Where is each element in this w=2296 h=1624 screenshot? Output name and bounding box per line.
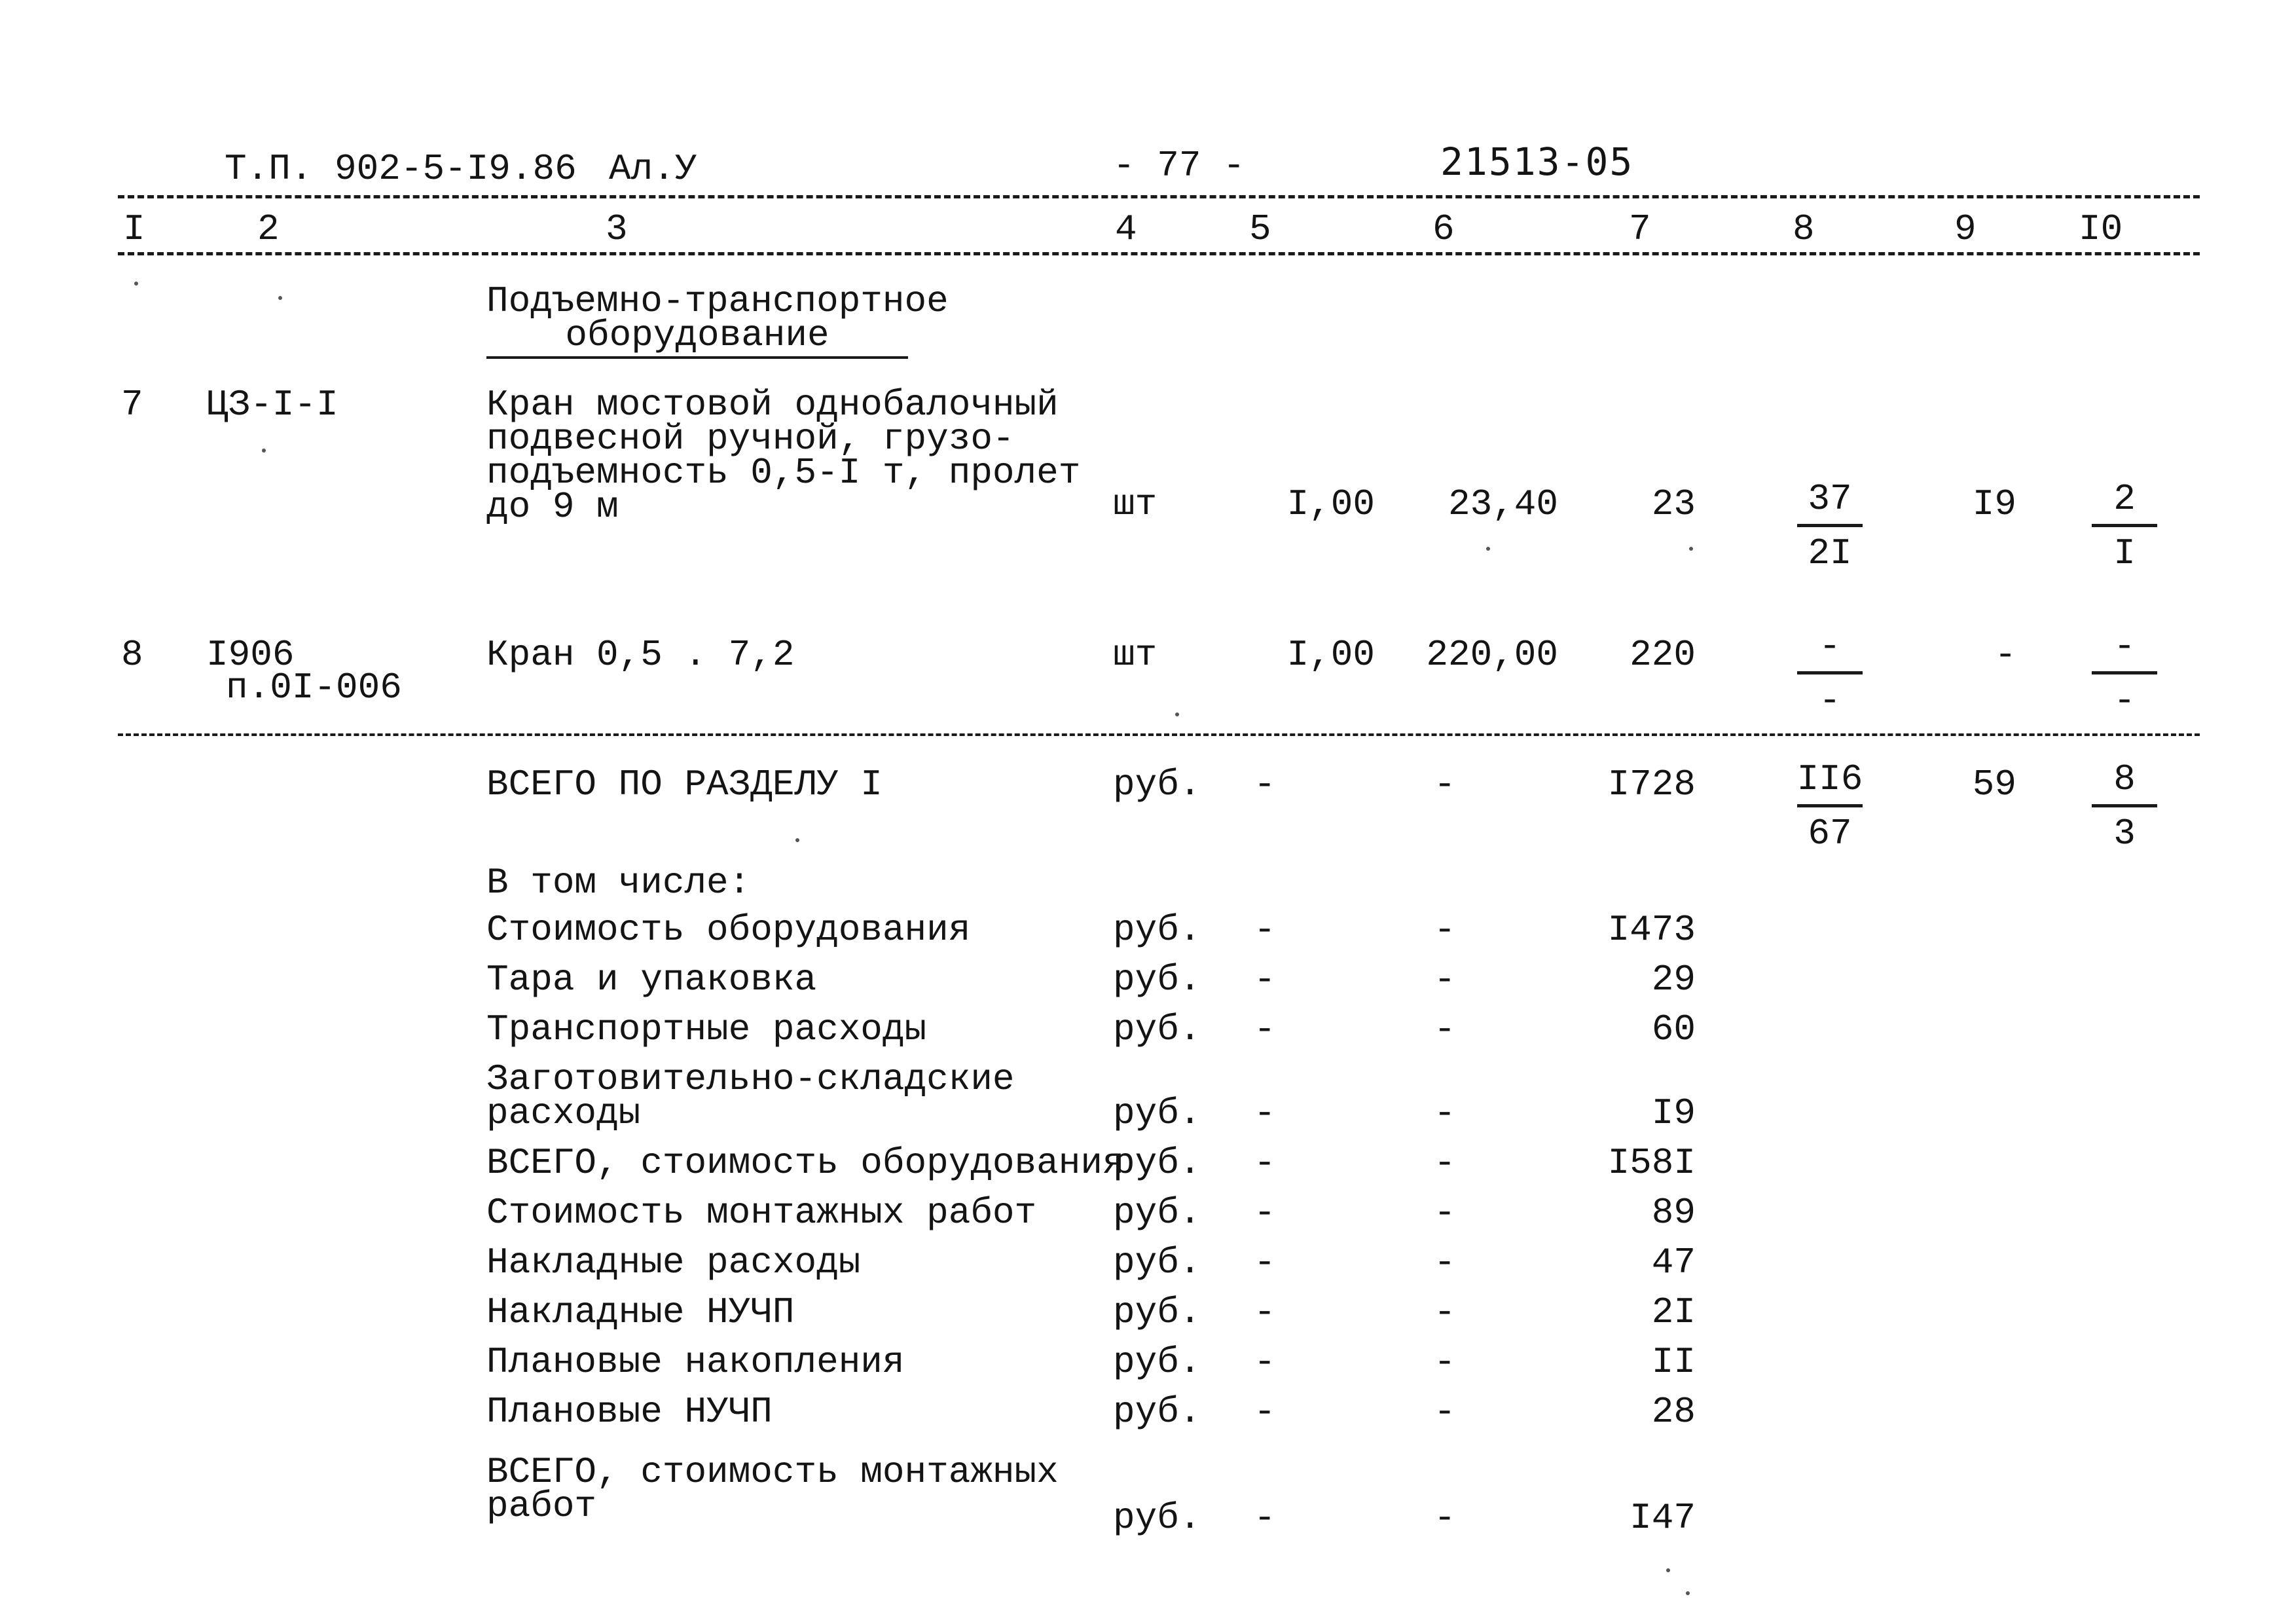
item-total: 220 bbox=[1630, 634, 1696, 676]
column-header-2: 2 bbox=[257, 208, 280, 250]
item-name-line: подвесной ручной, грузо- bbox=[486, 418, 1015, 460]
fraction-denominator: - bbox=[2113, 680, 2136, 722]
fraction-denominator: I bbox=[2113, 532, 2136, 574]
breakdown-value: 29 bbox=[1651, 959, 1696, 1001]
section-total-col10-fraction bbox=[2066, 758, 2183, 855]
breakdown-unit: руб. bbox=[1113, 1192, 1201, 1234]
item-name-line: Кран 0,5 . 7,2 bbox=[486, 634, 795, 676]
breakdown-col6: - bbox=[1434, 909, 1456, 951]
section-total-col5: - bbox=[1254, 764, 1276, 805]
header-rule-top bbox=[118, 195, 2200, 198]
breakdown-label: Накладные НУЧП bbox=[486, 1291, 795, 1333]
breakdown-label: ВСЕГО, стоимость оборудования bbox=[486, 1142, 1125, 1184]
breakdown-label: Тара и упаковка bbox=[486, 959, 817, 1001]
item-code: п.0I-006 bbox=[226, 667, 402, 709]
fraction-numerator: II6 bbox=[1796, 758, 1863, 800]
breakdown-value: 89 bbox=[1651, 1192, 1696, 1234]
item-number: 7 bbox=[121, 384, 143, 426]
breakdown-label: Плановые накопления bbox=[486, 1341, 905, 1383]
item-code: I906 bbox=[206, 634, 295, 676]
fraction-denominator: 2I bbox=[1808, 532, 1852, 574]
fraction-bar bbox=[1797, 524, 1863, 527]
including-label: В том числе: bbox=[486, 862, 751, 904]
breakdown-label: ВСЕГО, стоимость монтажных bbox=[486, 1451, 1059, 1493]
section-total-unit: руб. bbox=[1113, 764, 1201, 805]
item-quantity: I,00 bbox=[1286, 483, 1375, 525]
breakdown-label: Стоимость монтажных работ bbox=[486, 1192, 1037, 1234]
item-unit-price: 23,40 bbox=[1448, 483, 1558, 525]
item-col8-fraction bbox=[1771, 625, 1889, 722]
breakdown-col5: - bbox=[1254, 1192, 1276, 1234]
breakdown-unit: руб. bbox=[1113, 1092, 1201, 1134]
breakdown-value: 60 bbox=[1651, 1008, 1696, 1050]
scan-speck bbox=[1689, 547, 1693, 551]
breakdown-unit: руб. bbox=[1113, 1008, 1201, 1050]
breakdown-unit: руб. bbox=[1113, 1242, 1201, 1283]
breakdown-col5: - bbox=[1254, 1242, 1276, 1283]
scan-speck bbox=[1175, 712, 1179, 716]
item-total: 23 bbox=[1651, 483, 1696, 525]
section-total-rule bbox=[118, 733, 2200, 736]
breakdown-col5: - bbox=[1254, 909, 1276, 951]
section-title-line-1: Подъемно-транспортное bbox=[486, 280, 949, 322]
fraction-denominator: - bbox=[1819, 680, 1841, 722]
breakdown-value: I47 bbox=[1630, 1497, 1696, 1539]
breakdown-col5: - bbox=[1254, 1008, 1276, 1050]
fraction-numerator: 2 bbox=[2113, 478, 2136, 520]
column-header-9: 9 bbox=[1954, 208, 1977, 250]
item-unit: шт bbox=[1113, 634, 1157, 676]
item-col10-fraction bbox=[2066, 625, 2183, 722]
breakdown-col6: - bbox=[1434, 1242, 1456, 1283]
breakdown-value: I9 bbox=[1651, 1092, 1696, 1134]
scan-speck bbox=[1686, 1591, 1690, 1595]
breakdown-unit: руб. bbox=[1113, 1291, 1201, 1333]
fraction-bar bbox=[2092, 804, 2157, 807]
breakdown-value: II bbox=[1651, 1341, 1696, 1383]
column-header-10: I0 bbox=[2079, 208, 2123, 250]
breakdown-label: Плановые НУЧП bbox=[486, 1391, 773, 1433]
breakdown-col6: - bbox=[1434, 1391, 1456, 1433]
breakdown-value: 2I bbox=[1651, 1291, 1696, 1333]
breakdown-col6: - bbox=[1434, 1497, 1456, 1539]
fraction-bar bbox=[2092, 671, 2157, 674]
breakdown-col6: - bbox=[1434, 1092, 1456, 1134]
breakdown-unit: руб. bbox=[1113, 1142, 1201, 1184]
item-name-line: Кран мостовой однобалочный bbox=[486, 384, 1059, 426]
section-title-line-2: оборудование bbox=[486, 317, 908, 359]
fraction-bar bbox=[1797, 671, 1863, 674]
breakdown-label: Транспортные расходы bbox=[486, 1008, 927, 1050]
breakdown-col5: - bbox=[1254, 1092, 1276, 1134]
breakdown-col6: - bbox=[1434, 1142, 1456, 1184]
scan-speck bbox=[262, 449, 266, 452]
breakdown-label: работ bbox=[486, 1485, 597, 1527]
breakdown-col6: - bbox=[1434, 1008, 1456, 1050]
fraction-denominator: 3 bbox=[2113, 813, 2136, 855]
breakdown-label: расходы bbox=[486, 1092, 641, 1134]
breakdown-col5: - bbox=[1254, 959, 1276, 1001]
breakdown-label: Заготовительно-складские bbox=[486, 1058, 1015, 1100]
fraction-numerator: 37 bbox=[1808, 478, 1852, 520]
page-number: - 77 - bbox=[1113, 145, 1245, 187]
section-total-label: ВСЕГО ПО РАЗДЕЛУ I bbox=[486, 764, 883, 805]
item-unit: шт bbox=[1113, 483, 1157, 525]
scan-speck bbox=[795, 838, 799, 842]
column-header-7: 7 bbox=[1629, 208, 1651, 250]
breakdown-unit: руб. bbox=[1113, 959, 1201, 1001]
breakdown-value: 47 bbox=[1651, 1242, 1696, 1283]
scan-speck bbox=[1666, 1568, 1670, 1572]
column-header-8: 8 bbox=[1793, 208, 1815, 250]
breakdown-col5: - bbox=[1254, 1497, 1276, 1539]
item-col9: - bbox=[1994, 634, 2016, 676]
section-total-col9: 59 bbox=[1972, 764, 2016, 805]
column-header-4: 4 bbox=[1115, 208, 1137, 250]
breakdown-label: Стоимость оборудования bbox=[486, 909, 971, 951]
breakdown-value: 28 bbox=[1651, 1391, 1696, 1433]
breakdown-col6: - bbox=[1434, 1341, 1456, 1383]
breakdown-col5: - bbox=[1254, 1391, 1276, 1433]
item-name-line: подъемность 0,5-I т, пролет bbox=[486, 452, 1081, 494]
item-col10-fraction bbox=[2066, 478, 2183, 574]
scan-speck bbox=[134, 282, 138, 286]
document-stamp: 21513-05 bbox=[1440, 139, 1634, 184]
breakdown-col5: - bbox=[1254, 1142, 1276, 1184]
item-name-line: до 9 м bbox=[486, 486, 619, 528]
breakdown-col6: - bbox=[1434, 1192, 1456, 1234]
breakdown-unit: руб. bbox=[1113, 909, 1201, 951]
scan-speck bbox=[1486, 547, 1490, 551]
section-total-col8-fraction bbox=[1771, 758, 1889, 855]
fraction-numerator: - bbox=[1819, 625, 1841, 667]
column-header-6: 6 bbox=[1432, 208, 1455, 250]
breakdown-unit: руб. bbox=[1113, 1391, 1201, 1433]
album-label: Ал.У bbox=[609, 148, 697, 190]
breakdown-col5: - bbox=[1254, 1341, 1276, 1383]
fraction-numerator: 8 bbox=[2113, 758, 2136, 800]
fraction-numerator: - bbox=[2113, 625, 2136, 667]
column-header-1: I bbox=[123, 208, 145, 250]
breakdown-unit: руб. bbox=[1113, 1341, 1201, 1383]
breakdown-unit: руб. bbox=[1113, 1497, 1201, 1539]
breakdown-value: I58I bbox=[1607, 1142, 1696, 1184]
item-unit-price: 220,00 bbox=[1426, 634, 1558, 676]
header-rule-bottom bbox=[118, 252, 2200, 255]
item-number: 8 bbox=[121, 634, 143, 676]
breakdown-value: I473 bbox=[1607, 909, 1696, 951]
item-col9: I9 bbox=[1972, 483, 2016, 525]
item-quantity: I,00 bbox=[1286, 634, 1375, 676]
section-total-col6: - bbox=[1434, 764, 1456, 805]
fraction-denominator: 67 bbox=[1808, 813, 1852, 855]
breakdown-col6: - bbox=[1434, 1291, 1456, 1333]
item-col8-fraction bbox=[1771, 478, 1889, 574]
scan-speck bbox=[278, 296, 282, 300]
breakdown-col5: - bbox=[1254, 1291, 1276, 1333]
item-code: ЦЗ-I-I bbox=[206, 384, 338, 426]
fraction-bar bbox=[1797, 804, 1863, 807]
fraction-bar bbox=[2092, 524, 2157, 527]
column-header-3: 3 bbox=[606, 208, 628, 250]
doc-code: Т.П. 902-5-I9.86 bbox=[225, 148, 577, 190]
breakdown-col6: - bbox=[1434, 959, 1456, 1001]
section-total-value: I728 bbox=[1607, 764, 1696, 805]
breakdown-label: Накладные расходы bbox=[486, 1242, 861, 1283]
column-header-5: 5 bbox=[1249, 208, 1271, 250]
